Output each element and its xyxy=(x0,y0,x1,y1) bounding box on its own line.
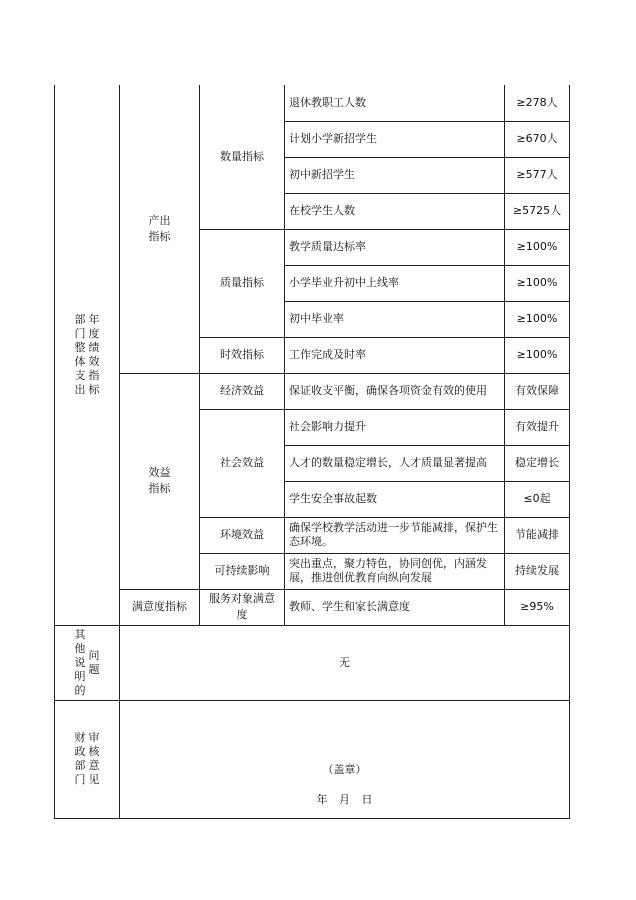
value-cell: ≥100% xyxy=(505,337,570,373)
satisfaction-indicator-label: 满意度指标 xyxy=(120,589,200,625)
audit-label-char: 财 xyxy=(74,731,86,744)
indicator-cell: 初中毕业率 xyxy=(285,301,505,337)
value-cell: ≥670人 xyxy=(505,121,570,157)
indicator-cell: 在校学生人数 xyxy=(285,193,505,229)
value-cell: ≥100% xyxy=(505,265,570,301)
value-cell: ≥278人 xyxy=(505,85,570,121)
seal-label: （盖章） xyxy=(322,762,367,776)
other-label-char: 问 xyxy=(88,648,100,662)
sustainable-impact-label: 可持续影响 xyxy=(200,553,285,589)
audit-label-char: 见 xyxy=(88,773,100,786)
output-indicator-label: 产出指标 xyxy=(120,85,200,373)
other-issues-label xyxy=(55,625,120,700)
indicator-cell: 教学质量达标率 xyxy=(285,229,505,265)
dept-label-char: 指 xyxy=(88,368,100,382)
indicator-cell: 初中新招学生 xyxy=(285,157,505,193)
performance-indicator-table xyxy=(54,85,570,819)
indicator-cell: 确保学校教学活动进一步节能减排，保护生态环境。 xyxy=(285,517,505,553)
dept-label-char: 支 xyxy=(74,368,86,382)
quantity-indicator-label: 数量指标 xyxy=(200,85,285,229)
indicator-cell: 工作完成及时率 xyxy=(285,337,505,373)
other-label-char: 题 xyxy=(88,662,100,676)
value-cell: ≤0起 xyxy=(505,481,570,517)
economic-benefit-label: 经济效益 xyxy=(200,373,285,409)
dept-label-char: 标 xyxy=(88,382,100,396)
value-cell: 持续发展 xyxy=(505,553,570,589)
audit-label-char: 部 xyxy=(74,759,86,772)
service-satisfaction-label: 服务对象满意度 xyxy=(200,589,285,625)
other-label-char: 的 xyxy=(74,683,86,697)
quality-indicator-label: 质量指标 xyxy=(200,229,285,337)
other-issues-content: 无 xyxy=(120,625,570,700)
other-label-char: 他 xyxy=(74,641,86,655)
value-cell: 有效提升 xyxy=(505,409,570,445)
indicator-cell: 突出重点，聚力特色，协同创优，内涵发展，推进创优教育向纵向发展 xyxy=(285,553,505,589)
value-cell: 有效保障 xyxy=(505,373,570,409)
environment-benefit-label: 环境效益 xyxy=(200,517,285,553)
timeliness-indicator-label: 时效指标 xyxy=(200,337,285,373)
indicator-cell: 保证收支平衡，确保各项资金有效的使用 xyxy=(285,373,505,409)
other-label-char: 明 xyxy=(74,669,86,683)
value-cell: ≥577人 xyxy=(505,157,570,193)
dept-label-char: 绩 xyxy=(88,340,100,354)
finance-audit-label xyxy=(55,700,120,818)
value-cell: ≥95% xyxy=(505,589,570,625)
indicator-cell: 教师、学生和家长满意度 xyxy=(285,589,505,625)
date-label: 年 月 日 xyxy=(316,792,373,806)
value-cell: 节能减排 xyxy=(505,517,570,553)
indicator-cell: 退休教职工人数 xyxy=(285,85,505,121)
audit-label-char: 核 xyxy=(88,745,100,758)
audit-label-char: 门 xyxy=(74,773,86,786)
benefit-indicator-label: 效益指标 xyxy=(120,373,200,589)
dept-label-char: 部 xyxy=(74,312,86,326)
value-cell: 稳定增长 xyxy=(505,445,570,481)
dept-label-char: 体 xyxy=(74,354,86,368)
indicator-cell: 小学毕业升初中上线率 xyxy=(285,265,505,301)
other-label-char: 其 xyxy=(74,627,86,641)
dept-label-char: 度 xyxy=(88,326,100,340)
dept-label-char: 效 xyxy=(88,354,100,368)
dept-label-char: 年 xyxy=(88,312,100,326)
dept-label-char: 出 xyxy=(74,382,86,396)
indicator-cell: 学生安全事故起数 xyxy=(285,481,505,517)
audit-label-char: 审 xyxy=(88,731,100,744)
indicator-cell: 社会影响力提升 xyxy=(285,409,505,445)
indicator-cell: 人才的数量稳定增长，人才质量显著提高 xyxy=(285,445,505,481)
dept-overall-indicator-label xyxy=(55,85,120,625)
audit-label-char: 意 xyxy=(88,759,100,772)
finance-audit-content xyxy=(120,700,570,818)
dept-label-char: 门 xyxy=(74,326,86,340)
audit-label-char: 政 xyxy=(74,745,86,758)
value-cell: ≥100% xyxy=(505,301,570,337)
value-cell: ≥100% xyxy=(505,229,570,265)
indicator-cell: 计划小学新招学生 xyxy=(285,121,505,157)
dept-label-char: 整 xyxy=(74,340,86,354)
value-cell: ≥5725人 xyxy=(505,193,570,229)
social-benefit-label: 社会效益 xyxy=(200,409,285,517)
other-label-char: 说 xyxy=(74,655,86,669)
